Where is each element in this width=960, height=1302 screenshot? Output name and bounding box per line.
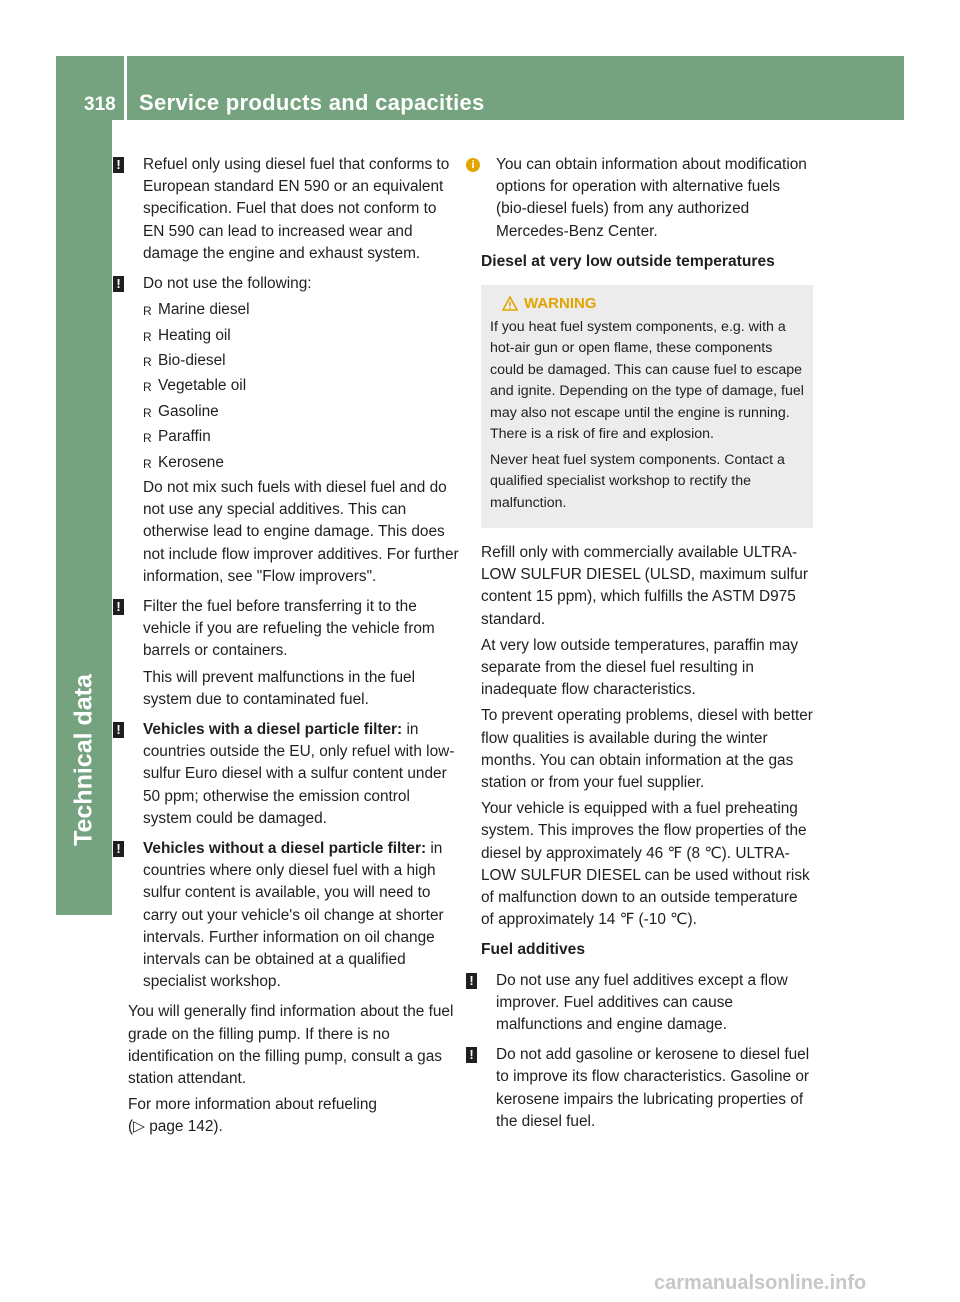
warning-triangle-icon — [502, 296, 518, 311]
exclamation-icon: ! — [113, 841, 124, 857]
page-reference-link[interactable]: (▷ page 142). — [128, 1118, 223, 1136]
note-text: This will prevent malfunctions in the fuel system due to contaminated fuel. — [143, 668, 416, 708]
section-heading-low-temp: Diesel at very low outside temperatures — [481, 252, 775, 270]
section-heading-fuel-additives: Fuel additives — [481, 941, 585, 959]
paragraph-refueling-ref — [128, 1094, 461, 1138]
note-no-particle-filter — [116, 838, 461, 993]
page-number: 318 — [84, 94, 116, 115]
list-item: R Bio-diesel — [143, 350, 461, 372]
info-icon: i — [466, 158, 480, 172]
note-text: Do not use the following: — [143, 275, 312, 293]
list-item: R Gasoline — [143, 401, 461, 423]
watermark: carmanualsonline.info — [654, 1272, 867, 1294]
paragraph-ulsd: Refill only with commercially available ULTRA-LOW SULFUR DIESEL (ULSD, maximum sulfur content 15 ppm), which fulfills the ASTM D975 standard. — [481, 544, 808, 628]
paragraph-winter-diesel: To prevent operating problems, diesel with better flow qualities is available during the winter months. You can obtain information at the gas station or from your fuel supplier. — [481, 707, 813, 792]
fuel-bullet-list — [143, 299, 461, 474]
note-text: You can obtain information about modification options for operation with alternative fuels (bio-diesel fuels) from any authorized Mercedes-Benz Center. — [496, 156, 807, 240]
note-do-not-use — [116, 273, 461, 588]
warning-text: Never heat fuel system components. Contact a qualified specialist workshop to rectify the malfunction. — [490, 451, 785, 511]
right-column — [469, 154, 813, 1141]
list-item: R Kerosene — [143, 452, 461, 474]
note-text: Do not use any fuel additives except a flow improver. Fuel additives can cause malfunctions and engine damage. — [496, 971, 788, 1034]
list-item: R Paraffin — [143, 426, 461, 448]
warning-title — [490, 293, 804, 315]
note-refuel-diesel — [116, 154, 461, 265]
paragraph-preheating: Your vehicle is equipped with a fuel preheating system. This improves the flow properties of the diesel by approximately 46 ℉ (8 ℃). ULTRA-LOW SULFUR DIESEL can be used without risk of malfunction down to an outside temperature of approximately 14 ℉ (‑10 ℃). — [481, 800, 810, 929]
exclamation-icon: ! — [466, 973, 477, 989]
exclamation-icon: ! — [113, 722, 124, 738]
warning-text: If you heat fuel system components, e.g. with a hot-air gun or open flame, these components could be damaged. This can cause fuel to escape and ignite. Depending on the type of damage, fuel may also not escape until the engine is running. There is a risk of fire and explosion. — [490, 318, 804, 443]
note-body: in countries where only diesel fuel with a high sulfur content is available, you will need to carry out your vehicle's oil change at shorter intervals. Further information on oil change intervals can be obtained at a qualified specialist workshop. — [143, 840, 444, 991]
note-text: Do not mix such fuels with diesel fuel and do not use any special additives. This can otherwise lead to engine damage. This does not include flow improver additives. For further information, see "Flow improvers". — [143, 478, 459, 585]
note-bold-label: Vehicles with a diesel particle filter: — [143, 720, 403, 738]
note-no-gasoline — [469, 1044, 813, 1133]
warning-box — [481, 285, 813, 528]
list-item: R Heating oil — [143, 325, 461, 347]
info-note-alternative-fuels — [471, 154, 813, 243]
paragraph-text: For more information about refueling — [128, 1096, 377, 1114]
list-item: R Marine diesel — [143, 299, 461, 321]
exclamation-icon: ! — [113, 599, 124, 615]
side-tab-label: Technical data — [69, 674, 98, 846]
note-text — [143, 719, 461, 830]
note-filter-fuel — [116, 596, 461, 711]
note-additives — [469, 970, 813, 1037]
header-divider — [124, 56, 127, 120]
paragraph-paraffin: At very low outside temperatures, paraffin may separate from the diesel fuel resulting in inadequate flow characteristics. — [481, 636, 799, 699]
note-text — [143, 838, 461, 993]
left-column — [116, 154, 461, 1143]
page-title: Service products and capacities — [139, 90, 485, 115]
exclamation-icon: ! — [113, 276, 124, 292]
note-text: Refuel only using diesel fuel that conforms to European standard EN 590 or an equivalent specification. Fuel that does not conform to EN 590 can lead to increased wear and damage the engine and exhaust system. — [143, 156, 450, 262]
note-particle-filter — [116, 719, 461, 830]
note-text: Filter the fuel before transferring it to the vehicle if you are refueling the vehicle from barrels or containers. — [143, 597, 435, 660]
list-item: R Vegetable oil — [143, 375, 461, 397]
exclamation-icon: ! — [466, 1047, 477, 1063]
exclamation-icon: ! — [113, 157, 124, 173]
note-body: in countries outside the EU, only refuel with low-sulfur Euro diesel with a sulfur content under 50 ppm; otherwise the emission control system could be damaged. — [143, 720, 455, 827]
note-text: Do not add gasoline or kerosene to diesel fuel to improve its flow characteristics. Gasoline or kerosene impairs the lubricating properties of the diesel fuel. — [496, 1046, 810, 1130]
paragraph-fuel-grade: You will generally find information about the fuel grade on the filling pump. If there is no identification on the filling pump, consult a gas station attendant. — [128, 1003, 454, 1088]
warning-title-text: WARNING — [524, 295, 597, 313]
note-bold-label: Vehicles without a diesel particle filter: — [143, 840, 427, 857]
